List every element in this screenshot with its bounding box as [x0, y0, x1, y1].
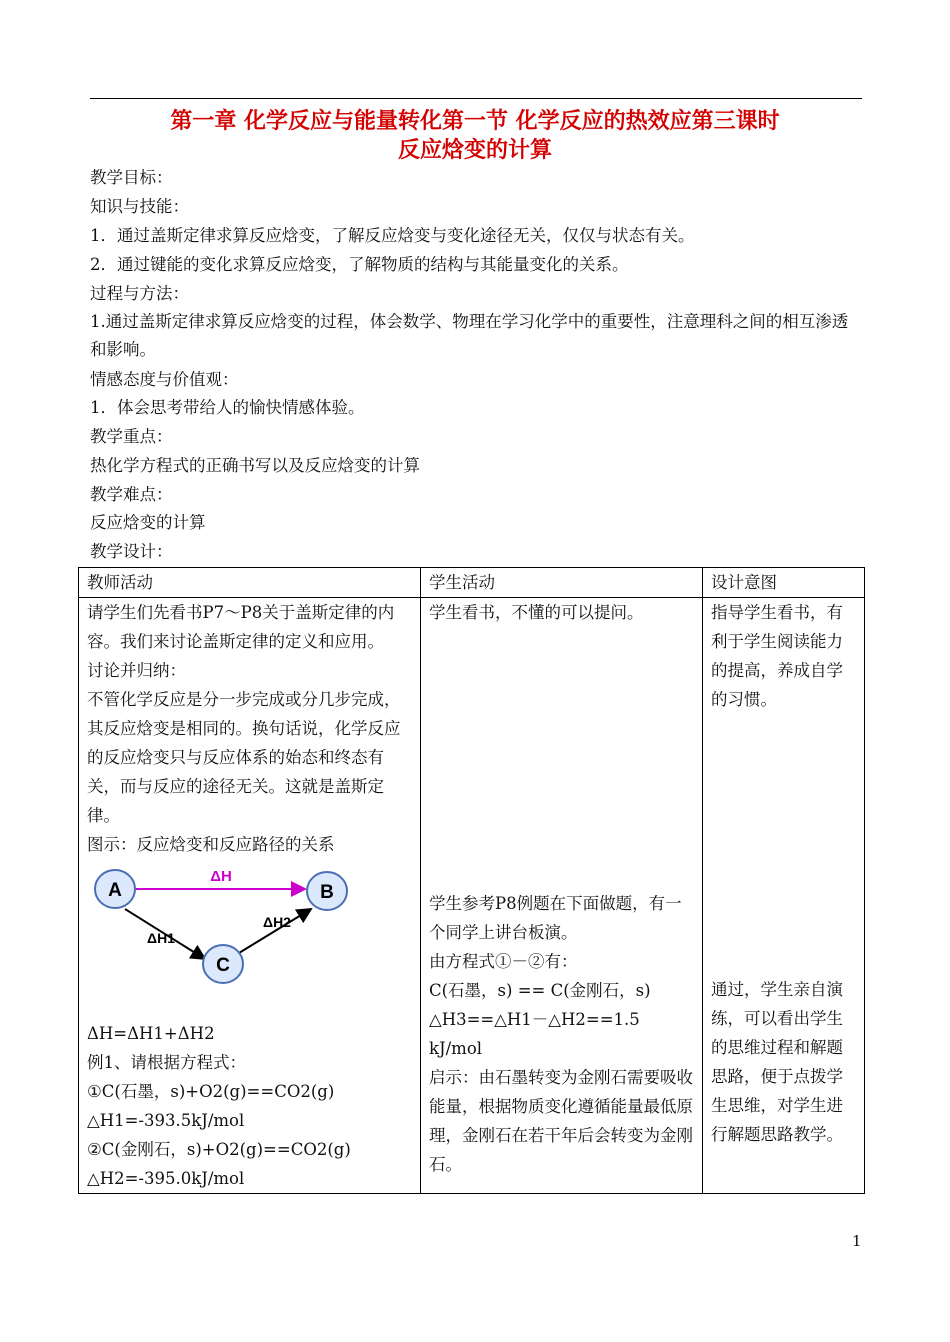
teacher-formula: ΔH=ΔH1+ΔH2: [87, 1024, 215, 1043]
objectives-heading: 教学目标：: [90, 168, 173, 187]
teacher-para-1: 请学生们先看书P7～P8关于盖斯定律的内容。我们来讨论盖斯定律的定义和应用。: [87, 603, 395, 651]
table-row: [79, 598, 865, 1194]
emotion-item-1: 1．体会思考带给人的愉快情感体验。: [90, 398, 365, 417]
student-para-4: C(石墨，s) == C(金刚石，s): [429, 981, 651, 1000]
student-para-1: 学生看书，不懂的可以提问。: [429, 603, 644, 622]
process-item-1: 1.通过盖斯定律求算反应焓变的过程，体会数学、物理在学习化学中的重要性，注意理科之间的相互渗透和影响。: [90, 312, 849, 359]
knowledge-heading: 知识与技能：: [90, 197, 189, 216]
key-text: 热化学方程式的正确书写以及反应焓变的计算: [90, 456, 420, 475]
node-c-label: C: [216, 955, 230, 976]
title-line-2: 反应焓变的计算: [397, 138, 552, 163]
label-delta-h1: ΔH1: [147, 930, 175, 946]
student-para-3: 由方程式①－②有：: [429, 952, 578, 971]
key-heading: 教学重点：: [90, 427, 173, 446]
difficulty-text: 反应焓变的计算: [90, 513, 206, 532]
teacher-eq-2: ②C(金刚石，s)+O2(g)==CO2(g) △H2=-395.0kJ/mol: [87, 1140, 351, 1188]
process-heading: 过程与方法：: [90, 284, 189, 303]
student-cell: [421, 598, 703, 1194]
knowledge-item-1: 1．通过盖斯定律求算反应焓变，了解反应焓变与变化途径无关，仅仅与状态有关。: [90, 226, 695, 245]
header-student: 学生活动: [421, 568, 703, 598]
intent-cell: [703, 598, 865, 1194]
teacher-para-2: 讨论并归纳：: [87, 661, 186, 680]
node-b-label: B: [320, 882, 334, 903]
node-a-label: A: [108, 880, 122, 901]
student-gap: [429, 627, 694, 889]
header-teacher: 教师活动: [79, 568, 421, 598]
label-delta-h: ΔH: [210, 868, 232, 885]
intent-gap: [711, 714, 856, 975]
header-rule: [90, 98, 862, 99]
student-para-2: 学生参考P8例题在下面做题，有一个同学上讲台板演。: [429, 894, 682, 942]
header-intent: 设计意图: [703, 568, 865, 598]
emotion-heading: 情感态度与价值观：: [90, 370, 239, 389]
teacher-example-intro: 例1、请根据方程式：: [87, 1053, 246, 1072]
teacher-eq-1: ①C(石墨，s)+O2(g)==CO2(g) △H1=-393.5kJ/mol: [87, 1082, 335, 1130]
teacher-cell: [79, 598, 421, 1194]
enthalpy-path-diagram: [87, 863, 357, 1013]
design-table: [78, 567, 865, 1194]
student-para-6: 启示：由石墨转变为金刚石需要吸收能量，根据物质变化遵循能量最低原理，金刚石在若干年后会转变为金刚石。: [429, 1068, 693, 1174]
label-delta-h2: ΔH2: [263, 914, 291, 930]
intent-para-1: 指导学生看书，有利于学生阅读能力的提高，养成自学的习惯。: [711, 603, 843, 709]
design-heading: 教学设计：: [90, 542, 173, 561]
knowledge-item-2: 2．通过键能的变化求算反应焓变，了解物质的结构与其能量变化的关系。: [90, 255, 629, 274]
title-line-1: 第一章 化学反应与能量转化第一节 化学反应的热效应第三课时: [170, 109, 780, 134]
teacher-para-3: 不管化学反应是分一步完成或分几步完成，其反应焓变是相同的。换句话说，化学反应的反应焓变只与反应体系的始态和终态有关，而与反应的途径无关。这就是盖斯定律。: [87, 690, 401, 825]
difficulty-heading: 教学难点：: [90, 485, 173, 504]
page-number: 1: [852, 1232, 862, 1250]
table-header-row: [79, 568, 865, 598]
student-para-5: △H3==△H1－△H2==1.5 kJ/mol: [429, 1010, 640, 1058]
intent-para-2: 通过，学生亲自演练，可以看出学生的思维过程和解题思路，便于点拨学生思维，对学生进行解题思路教学。: [711, 980, 843, 1144]
teacher-para-4: 图示：反应焓变和反应路径的关系: [87, 835, 335, 854]
